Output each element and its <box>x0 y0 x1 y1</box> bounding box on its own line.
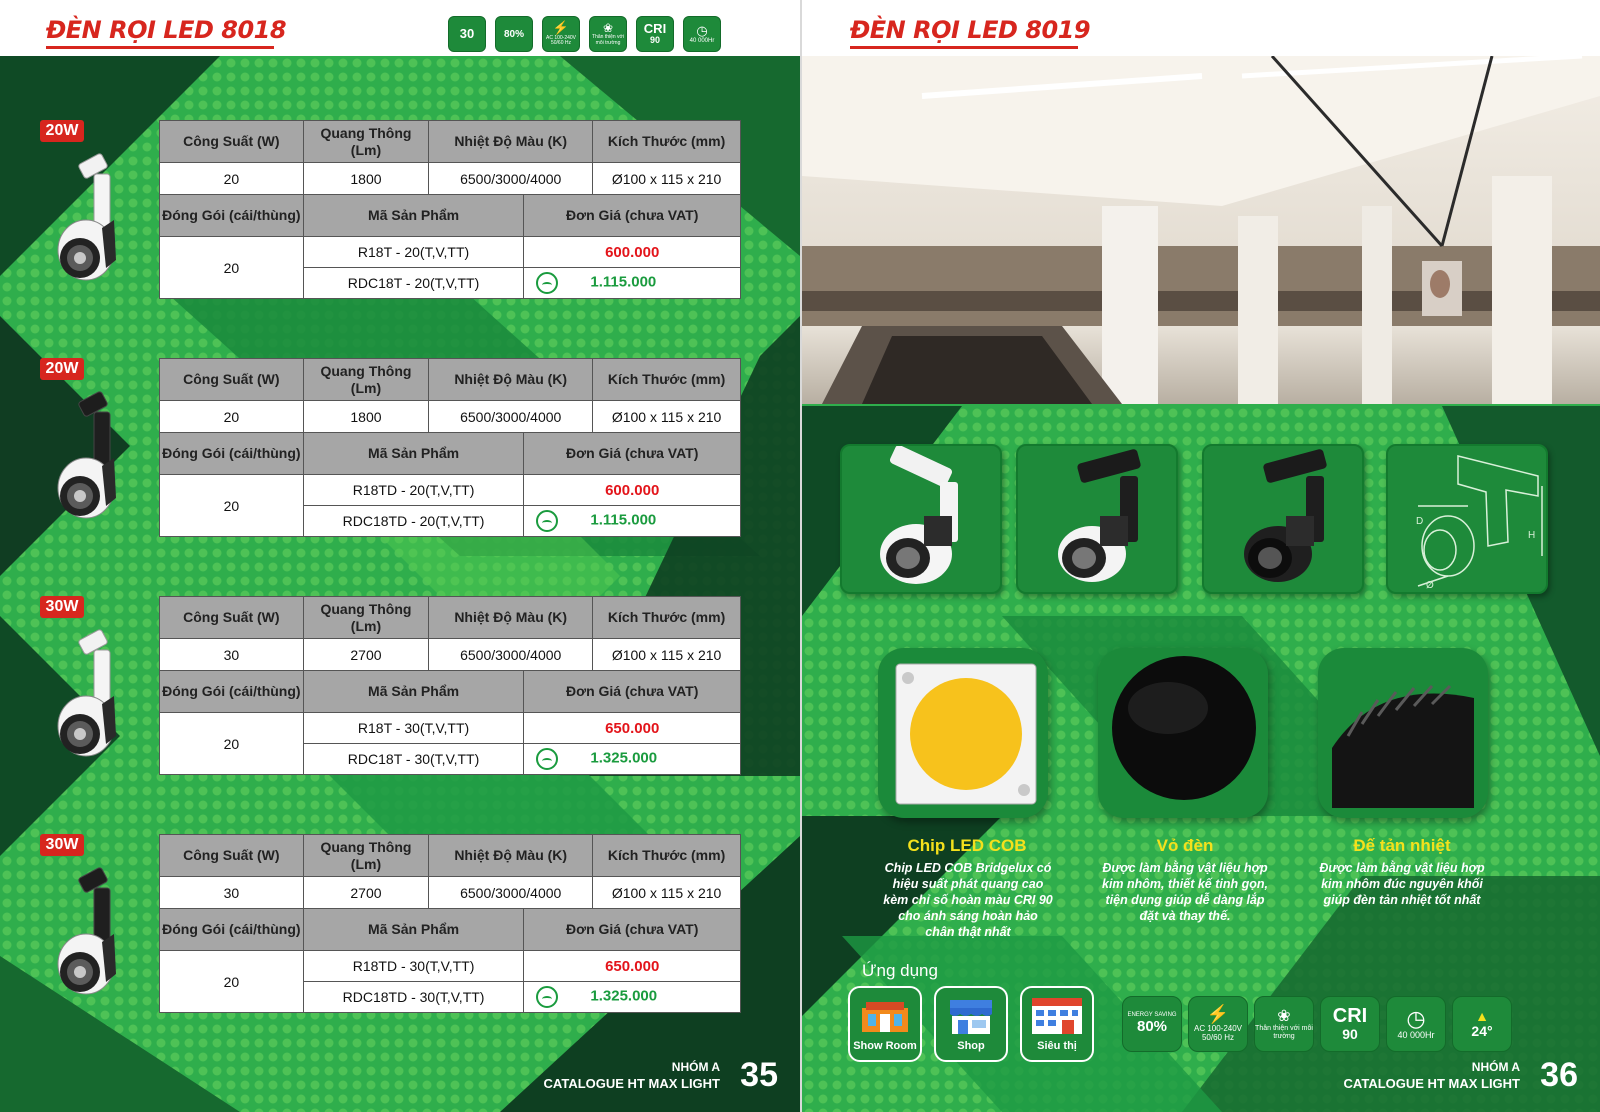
header-size: Kích Thước (mm) <box>593 835 741 877</box>
header-color-temp: Nhiệt Độ Màu (K) <box>429 597 593 639</box>
header-lumen: Quang Thông (Lm) <box>303 835 429 877</box>
feature-desc-housing: Được làm bằng vật liệu hợp kim nhôm, thiết kế tinh gọn, tiện dụng giúp dễ dàng lắp đặt và thay thế. <box>1102 861 1268 923</box>
cri-icon: CRI 90 <box>636 16 674 52</box>
cell-size: Ø100 x 115 x 210 <box>593 639 741 671</box>
header-packing: Đóng Gói (cái/thùng) <box>160 195 304 237</box>
show-room-icon <box>848 986 922 1062</box>
warranty-30-icon: 30 <box>448 16 486 52</box>
header-price: Đơn Giá (chưa VAT) <box>524 671 741 713</box>
track-light-black-image <box>50 864 140 1014</box>
cell-code: R18T - 30(T,V,TT) <box>303 713 524 744</box>
page-number: 35 <box>740 1056 778 1094</box>
heat-sink-image <box>1318 648 1488 818</box>
price-standard: 600.000 <box>605 481 660 499</box>
product-variant-black-white <box>1016 444 1178 594</box>
header-power: Công Suất (W) <box>160 121 304 163</box>
cell-code: R18T - 20(T,V,TT) <box>303 237 524 268</box>
cell-code: RDC18T - 30(T,V,TT) <box>303 744 524 775</box>
lifespan-icon: ◷ 40 000Hr <box>1386 996 1446 1052</box>
header-power: Công Suất (W) <box>160 359 304 401</box>
price-table <box>159 908 741 1013</box>
dimmable-icon <box>536 272 558 294</box>
cell-size: Ø100 x 115 x 210 <box>593 163 741 195</box>
lifespan-icon: ◷ 40 000Hr <box>683 16 721 52</box>
diagram-label-d: D <box>1416 516 1424 527</box>
page-footer <box>480 1056 800 1106</box>
application-label: Ứng dụng <box>862 961 938 980</box>
cell-code: R18TD - 30(T,V,TT) <box>303 951 524 982</box>
price-dimmable: 1.115.000 <box>590 511 657 529</box>
feature-title-housing: Vỏ đèn <box>1156 836 1214 855</box>
price-standard: 600.000 <box>605 243 660 261</box>
spec-table <box>159 358 741 433</box>
header-size: Kích Thước (mm) <box>593 121 741 163</box>
feature-title-heatsink: Đế tản nhiệt <box>1353 836 1451 855</box>
header-packing: Đóng Gói (cái/thùng) <box>160 671 304 713</box>
application-shop-label: Shop <box>957 1040 985 1052</box>
supermarket-icon <box>1020 986 1094 1062</box>
voltage-icon: ⚡ AC 100-240V 50/60 Hz <box>542 16 580 52</box>
shop-icon <box>934 986 1008 1062</box>
page-number: 36 <box>1540 1056 1578 1094</box>
page-header <box>802 0 1600 56</box>
cell-size: Ø100 x 115 x 210 <box>593 877 741 909</box>
application-supermarket-label: Siêu thị <box>1037 1040 1077 1052</box>
cell-color-temp: 6500/3000/4000 <box>429 401 593 433</box>
header-lumen: Quang Thông (Lm) <box>303 359 429 401</box>
cri-icon: CRI 90 <box>1320 996 1380 1052</box>
cell-lumen: 1800 <box>303 163 429 195</box>
header-code: Mã Sản Phẩm <box>303 671 524 713</box>
application-show-room-label: Show Room <box>853 1040 917 1052</box>
cell-power: 20 <box>160 163 304 195</box>
cell-lumen: 2700 <box>303 639 429 671</box>
track-light-white-image <box>50 626 140 776</box>
lamp-housing-image <box>1098 648 1268 818</box>
footer-catalogue: CATALOGUE HT MAX LIGHT <box>543 1076 720 1091</box>
header-price: Đơn Giá (chưa VAT) <box>524 195 741 237</box>
product-dimension-diagram <box>1386 444 1548 594</box>
page-header <box>0 0 800 56</box>
product-block <box>0 358 800 568</box>
header-price: Đơn Giá (chưa VAT) <box>524 433 741 475</box>
page-title: ĐÈN RỌI LED 8019 <box>850 16 1091 44</box>
dimmable-icon <box>536 510 558 532</box>
cell-code: R18TD - 20(T,V,TT) <box>303 475 524 506</box>
energy-saving-icon: ENERGY SAVING 80% <box>1122 996 1182 1052</box>
track-light-white-image <box>50 150 140 300</box>
beam-angle-icon: ▲ 24° <box>1452 996 1512 1052</box>
header-lumen: Quang Thông (Lm) <box>303 597 429 639</box>
cell-lumen: 2700 <box>303 877 429 909</box>
cell-code: RDC18TD - 20(T,V,TT) <box>303 506 524 537</box>
cell-packing: 20 <box>160 237 304 299</box>
header-color-temp: Nhiệt Độ Màu (K) <box>429 835 593 877</box>
watt-badge: 30W <box>40 834 84 856</box>
price-table <box>159 432 741 537</box>
price-dimmable: 1.115.000 <box>590 273 657 291</box>
cell-lumen: 1800 <box>303 401 429 433</box>
header-code: Mã Sản Phẩm <box>303 433 524 475</box>
cell-power: 30 <box>160 877 304 909</box>
header-power: Công Suất (W) <box>160 835 304 877</box>
header-lumen: Quang Thông (Lm) <box>303 121 429 163</box>
feature-desc-cob: Chip LED COB Bridgelux có hiệu suất phát quang cao kèm chỉ số hoàn màu CRI 90 cho ánh sáng hoàn hảo chân thật nhất <box>883 861 1053 939</box>
spec-table <box>159 596 741 671</box>
cell-color-temp: 6500/3000/4000 <box>429 877 593 909</box>
price-table <box>159 194 741 299</box>
cob-chip-image <box>878 648 1048 818</box>
footer-catalogue: CATALOGUE HT MAX LIGHT <box>1343 1076 1520 1091</box>
cell-color-temp: 6500/3000/4000 <box>429 639 593 671</box>
price-table <box>159 670 741 775</box>
header-size: Kích Thước (mm) <box>593 597 741 639</box>
feature-icon-row <box>448 16 721 52</box>
watt-badge: 30W <box>40 596 84 618</box>
watt-badge: 20W <box>40 358 84 380</box>
product-block <box>0 120 800 330</box>
cell-code: RDC18TD - 30(T,V,TT) <box>303 982 524 1013</box>
cell-packing: 20 <box>160 951 304 1013</box>
product-variant-white <box>840 444 1002 594</box>
spec-table <box>159 834 741 909</box>
price-standard: 650.000 <box>605 719 660 737</box>
eco-friendly-icon: ❀ Thân thiện với môi trường <box>1254 996 1314 1052</box>
header-packing: Đóng Gói (cái/thùng) <box>160 909 304 951</box>
feature-title-cob: Chip LED COB <box>907 836 1027 855</box>
showroom-photo <box>802 56 1600 404</box>
title-underline <box>850 46 1078 49</box>
dimmable-icon <box>536 748 558 770</box>
header-code: Mã Sản Phẩm <box>303 195 524 237</box>
header-code: Mã Sản Phẩm <box>303 909 524 951</box>
dimmable-icon <box>536 986 558 1008</box>
cell-size: Ø100 x 115 x 210 <box>593 401 741 433</box>
header-packing: Đóng Gói (cái/thùng) <box>160 433 304 475</box>
cell-code: RDC18T - 20(T,V,TT) <box>303 268 524 299</box>
cell-packing: 20 <box>160 713 304 775</box>
footer-group: NHÓM A <box>671 1060 720 1074</box>
price-dimmable: 1.325.000 <box>590 987 658 1005</box>
catalogue-page-36 <box>802 0 1600 1112</box>
header-size: Kích Thước (mm) <box>593 359 741 401</box>
diagram-label-h: H <box>1528 530 1536 541</box>
product-variant-black <box>1202 444 1364 594</box>
title-underline <box>46 46 274 49</box>
spec-table <box>159 120 741 195</box>
diagram-label-phi: Ø <box>1426 580 1434 591</box>
footer-group: NHÓM A <box>1471 1060 1520 1074</box>
product-block <box>0 596 800 806</box>
eco-friendly-icon: ❀ Thân thiện với môi trường <box>589 16 627 52</box>
page-title: ĐÈN RỌI LED 8018 <box>46 16 287 44</box>
header-color-temp: Nhiệt Độ Màu (K) <box>429 121 593 163</box>
product-block <box>0 834 800 1044</box>
cell-packing: 20 <box>160 475 304 537</box>
watt-badge: 20W <box>40 120 84 142</box>
header-color-temp: Nhiệt Độ Màu (K) <box>429 359 593 401</box>
track-light-black-image <box>50 388 140 538</box>
page-footer <box>1280 1056 1600 1106</box>
voltage-icon: ⚡ AC 100-240V 50/60 Hz <box>1188 996 1248 1052</box>
price-standard: 650.000 <box>605 957 660 975</box>
header-price: Đơn Giá (chưa VAT) <box>524 909 741 951</box>
price-dimmable: 1.325.000 <box>590 749 658 767</box>
cell-color-temp: 6500/3000/4000 <box>429 163 593 195</box>
cell-power: 30 <box>160 639 304 671</box>
feature-desc-heatsink: Được làm bằng vật liệu hợp kim nhôm đúc nguyên khối giúp đèn tản nhiệt tốt nhất <box>1319 861 1485 907</box>
header-power: Công Suất (W) <box>160 597 304 639</box>
energy-saving-icon: 80% <box>495 16 533 52</box>
cell-power: 20 <box>160 401 304 433</box>
